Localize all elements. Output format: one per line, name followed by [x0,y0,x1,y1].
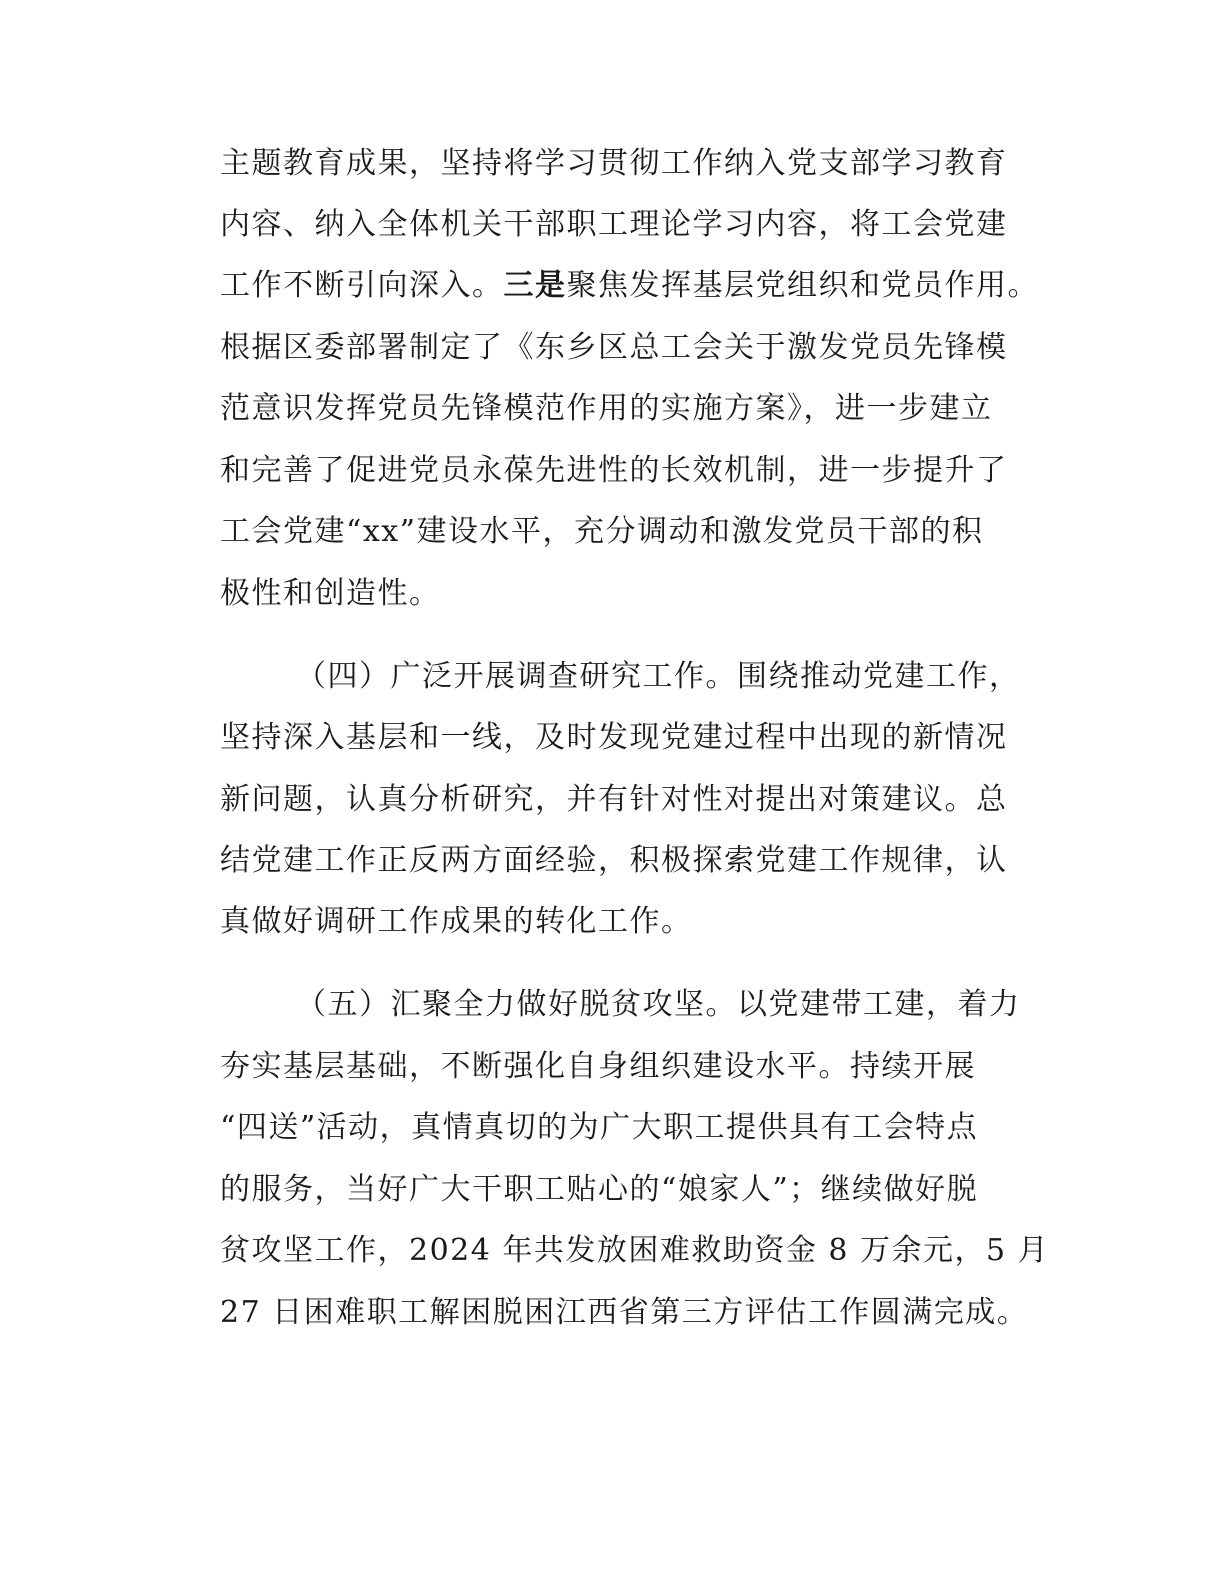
emphasis-text: 三是 [503,268,567,303]
text-line: 夯实基层基础，不断强化自身组织建设水平。持续开展 [220,1049,976,1084]
section-heading-line: （五）汇聚全力做好脱贫攻坚。以党建带工建，着力 [296,987,1021,1022]
text-line: 新问题，认真分析研究，并有针对性对提出对策建议。总 [220,782,1008,817]
text-line: 的服务，当好广大干职工贴心的“娘家人”；继续做好脱 [220,1172,979,1207]
text-segment: 聚焦发挥基层党组织和党员作用。 [566,268,1039,303]
text-line: “四送”活动，真情真切的为广大职工提供具有工会特点 [220,1110,979,1145]
text-line [220,268,1039,304]
text-line: 坚持深入基层和一线，及时发现党建过程中出现的新情况 [220,720,1008,755]
text-line: 极性和创造性。 [220,576,441,611]
text-line: 27 日困难职工解困脱困江西省第三方评估工作圆满完成。 [220,1295,1029,1330]
text-line: 范意识发挥党员先锋模范作用的实施方案》，进一步建立 [220,391,993,426]
section-heading-line: （四）广泛开展调查研究工作。围绕推动党建工作， [296,659,1021,694]
text-segment: 工作不断引向深入。 [220,268,504,303]
text-line: 主题教育成果，坚持将学习贯彻工作纳入党支部学习教育 [220,146,1008,181]
text-line: 真做好调研工作成果的转化工作。 [220,904,693,939]
text-line: 工会党建“xx”建设水平，充分调动和激发党员干部的积 [220,514,984,549]
text-line: 根据区委部署制定了《东乡区总工会关于激发党员先锋模 [220,330,1008,365]
text-line: 和完善了促进党员永葆先进性的长效机制，进一步提升了 [220,453,1008,488]
text-line: 内容、纳入全体机关干部职工理论学习内容，将工会党建 [220,207,1008,242]
text-line: 结党建工作正反两方面经验，积极探索党建工作规律，认 [220,843,1008,878]
text-line: 贫攻坚工作，2024 年共发放困难救助资金 8 万余元，5 月 [220,1233,1050,1268]
